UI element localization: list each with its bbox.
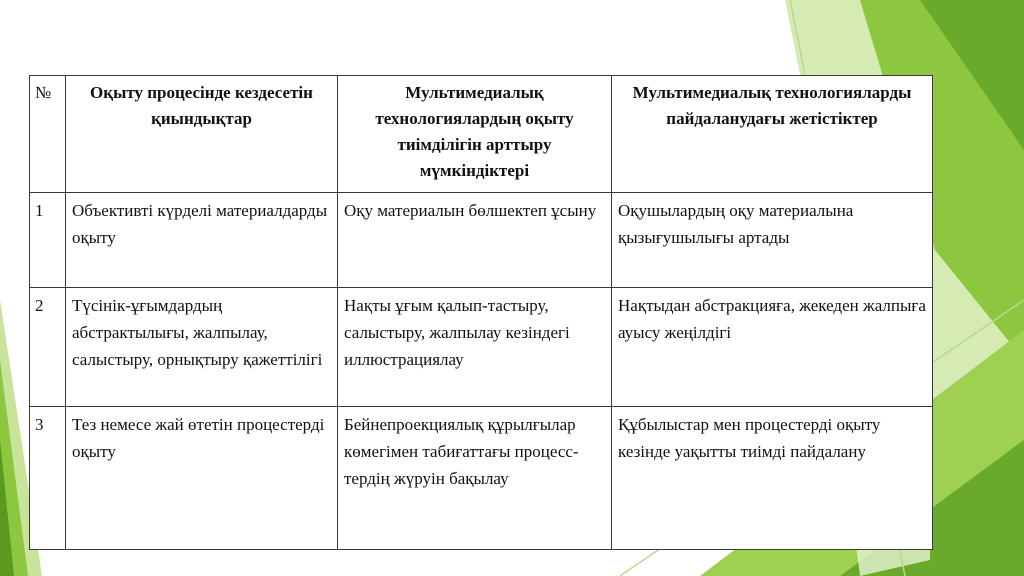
row-number: 3 [30, 407, 66, 550]
cell-difficulty: Объективті күрделі материалдарды оқыту [66, 193, 338, 288]
header-difficulties: Оқыту процесінде кездесетін қиындықтар [66, 76, 338, 193]
cell-achievement: Құбылыстар мен процестерді оқыту кезінде уақытты тиімді пайдалану [612, 407, 933, 550]
table-row [30, 288, 933, 407]
row-number: 2 [30, 288, 66, 407]
cell-difficulty: Түсінік-ұғымдардың абстрактылығы, жалпылау, салыстыру, орнықтыру қажеттілігі [66, 288, 338, 407]
header-number: № [30, 76, 66, 193]
table-row [30, 407, 933, 550]
cell-possibility: Нақты ұғым қалып-тастыру, салыстыру, жалпылау кезіндегі иллюстрациялау [338, 288, 612, 407]
row-number: 1 [30, 193, 66, 288]
cell-achievement: Нақтыдан абстракцияға, жекеден жалпыға ауысу жеңілдігі [612, 288, 933, 407]
header-achievements: Мультимедиалық технологияларды пайдаланудағы жетістіктер [612, 76, 933, 193]
cell-difficulty: Тез немесе жай өтетін процестерді оқыту [66, 407, 338, 550]
table-header-row [30, 76, 933, 193]
comparison-table [29, 75, 933, 550]
header-possibilities: Мультимедиалық технологиялардың оқыту тиімділігін арттыру мүмкіндіктері [338, 76, 612, 193]
table-row [30, 193, 933, 288]
cell-possibility: Бейнепроекциялық құрылғылар көмегімен табиғаттағы процесс-тердің жүруін бақылау [338, 407, 612, 550]
cell-achievement: Оқушылардың оқу материалына қызығушылығы артады [612, 193, 933, 288]
cell-possibility: Оқу материалын бөлшектеп ұсыну [338, 193, 612, 288]
